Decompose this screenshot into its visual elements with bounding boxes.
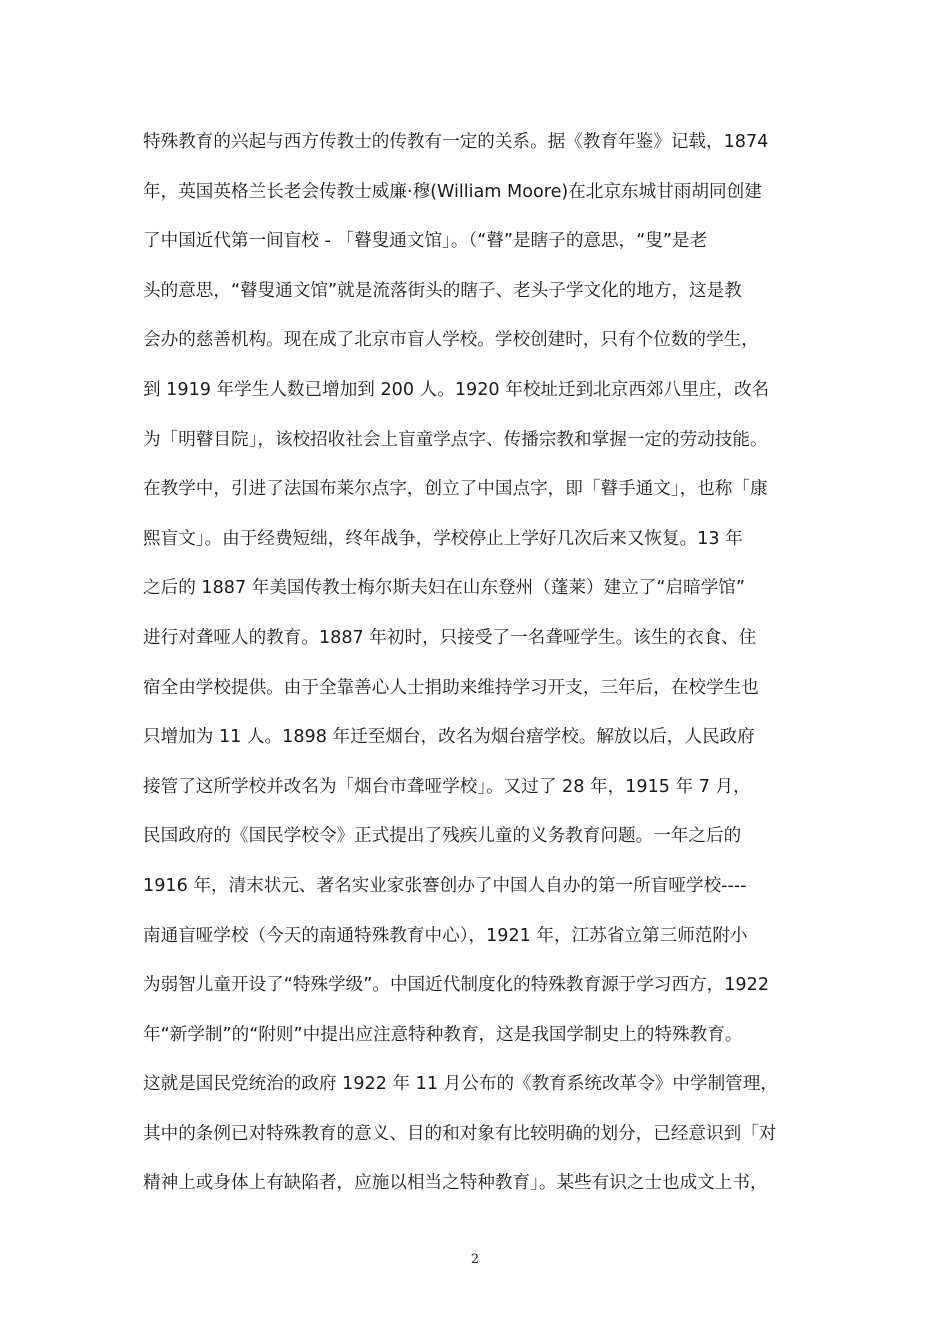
text-line: 这就是国民党统治的政府 1922 年 11 月公布的《教育系统改革令》中学制管理，	[143, 1074, 778, 1095]
text-line: 进行对聋哑人的教育。1887 年初时，只接受了一名聋哑学生。该生的衣食、住	[143, 627, 757, 648]
text-line: 熙盲文」。由于经费短绌，终年战争，学校停止上学好几次后来又恢复。13 年	[143, 528, 743, 549]
text-line: 年，英国英格兰长老会传教士威廉·穆(William Moore)在北京东城甘雨胡同创建	[143, 181, 762, 202]
text-line: 头的意思，“瞽叟通文馆”就是流落街头的瞎子、老头子学文化的地方，这是教	[143, 280, 742, 301]
text-line: 了中国近代第一间盲校 - 「瞽叟通文馆」。（“瞽”是瞎子的意思，“叟”是老	[143, 231, 708, 252]
text-line: 1916 年，清末状元、著名实业家张謇创办了中国人自办的第一所盲哑学校----	[143, 875, 747, 896]
text-line: 接管了这所学校并改名为「烟台市聋哑学校」。又过了 28 年，1915 年 7 月，	[143, 776, 751, 797]
text-line: 为「明瞽目院」，该校招收社会上盲童学点字、传播宗教和掌握一定的劳动技能。	[143, 429, 768, 450]
text-line: 精神上或身体上有缺陷者，应施以相当之特种教育」。某些有识之士也成文上书，	[143, 1173, 768, 1194]
text-line: 到 1919 年学生人数已增加到 200 人。1920 年校址迁到北京西郊八里庄，改名	[143, 379, 770, 400]
text-line: 其中的条例已对特殊教育的意义、目的和对象有比较明确的划分，已经意识到「对	[143, 1123, 777, 1144]
text-line: 为弱智儿童开设了“特殊学级”。中国近代制度化的特殊教育源于学习西方，1922	[143, 975, 770, 996]
text-line: 南通盲哑学校（今天的南通特殊教育中心），1921 年，江苏省立第三师范附小	[143, 925, 748, 946]
page-number: 2	[470, 1252, 480, 1267]
text-line: 在教学中，引进了法国布莱尔点字，创立了中国点字，即「瞽手通文」，也称「康	[143, 479, 768, 500]
text-line: 特殊教育的兴起与西方传教士的传教有一定的关系。据《教育年鉴》记载，1874	[143, 132, 769, 152]
text-line: 之后的 1887 年美国传教士梅尔斯夫妇在山东登州（蓬莱）建立了“启暗学馆”	[143, 578, 746, 599]
text-line: 年“新学制”的“附则”中提出应注意特种教育，这是我国学制史上的特殊教育。	[143, 1024, 743, 1045]
text-line: 民国政府的《国民学校令》正式提出了残疾儿童的义务教育问题。一年之后的	[143, 826, 742, 847]
text-line: 会办的慈善机构。现在成了北京市盲人学校。学校创建时，只有个位数的学生，	[143, 330, 759, 351]
text-line: 宿全由学校提供。由于全靠善心人士捐助来维持学习开支，三年后，在校学生也	[143, 677, 759, 698]
text-line: 只增加为 11 人。1898 年迁至烟台，改名为烟台瘖学校。解放以后，人民政府	[143, 727, 755, 748]
body-paragraph	[143, 118, 809, 1209]
